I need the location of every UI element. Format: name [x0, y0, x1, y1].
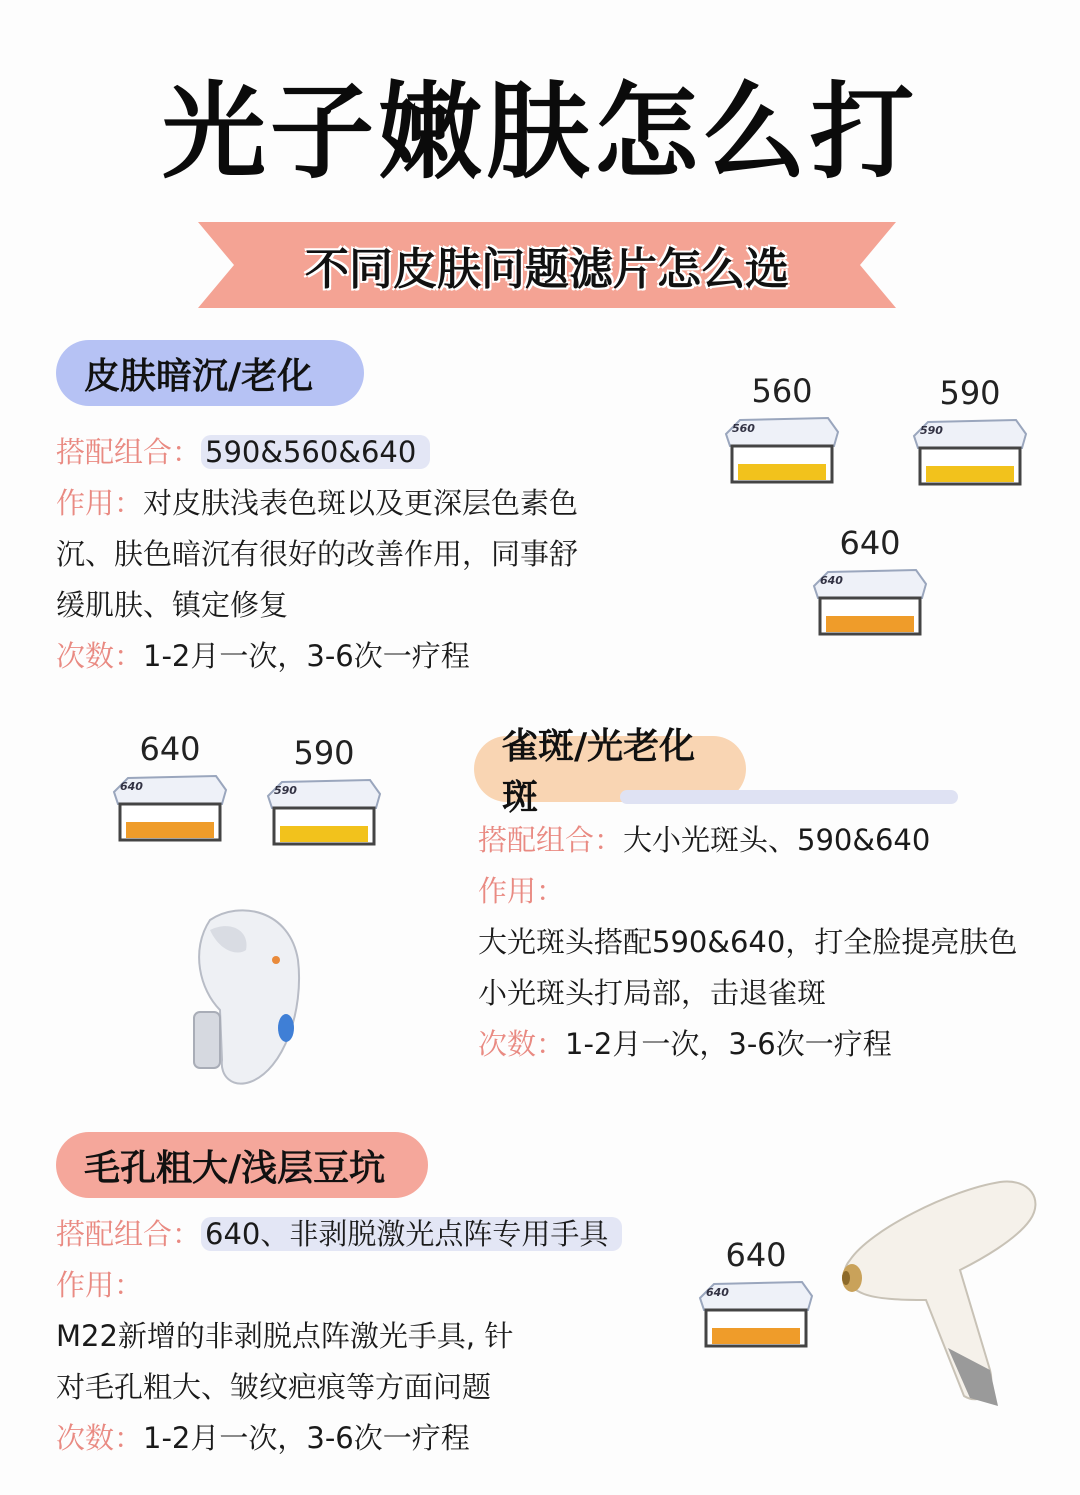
combo-line — [478, 820, 930, 860]
filter-560 — [712, 372, 852, 502]
effect-label: 作用： — [478, 874, 566, 908]
section-heading-text: 毛孔粗大/浅层豆坑 — [84, 1147, 386, 1189]
combo-label: 搭配组合： — [56, 1217, 202, 1251]
combo-value: 590&560&640 — [201, 435, 430, 469]
section-heading-dull-skin — [56, 340, 364, 406]
highlight-stroke — [620, 790, 958, 804]
filter-590 — [900, 374, 1040, 504]
frequency-line — [56, 636, 470, 676]
filter-number: 640 — [839, 524, 901, 562]
frequency-label: 次数： — [478, 1027, 566, 1061]
effect-line — [56, 1265, 143, 1305]
section-heading-text: 皮肤暗沉/老化 — [84, 355, 314, 397]
filter-640 — [800, 524, 940, 654]
filter-640 — [100, 730, 240, 860]
effect-text: 对皮肤浅表色斑以及更深层色素色 — [143, 486, 579, 520]
filter-number: 560 — [751, 372, 813, 410]
svg-text:640: 640 — [820, 574, 843, 587]
filter-icon — [110, 774, 230, 844]
effect-text: 沉、肤色暗沉有很好的改善作用，同事舒 — [56, 537, 579, 571]
filter-icon — [264, 778, 384, 848]
frequency-value: 1-2月一次，3-6次一疗程 — [143, 639, 470, 673]
filter-icon — [696, 1280, 816, 1350]
page-title: 光子嫩肤怎么打 — [161, 70, 918, 193]
filter-icon — [910, 418, 1030, 488]
combo-label: 搭配组合： — [56, 435, 202, 469]
frequency-line — [56, 1418, 470, 1458]
effect-text: 小光斑头打局部，击退雀斑 — [478, 976, 827, 1010]
effect-line — [478, 871, 565, 911]
combo-line — [56, 1214, 622, 1254]
section-heading-text: 雀斑/光老化斑 — [502, 726, 696, 818]
subtitle-ribbon — [198, 222, 896, 308]
effect-label: 作用： — [56, 1268, 144, 1302]
effect-text: 缓肌肤、镇定修复 — [56, 588, 289, 622]
fractional-laser-handpiece-image — [830, 1170, 1060, 1420]
ipl-handpiece-image — [180, 900, 310, 1090]
effect-text: 大光斑头搭配590&640，打全脸提亮肤色 — [478, 925, 1018, 959]
svg-text:590: 590 — [920, 424, 943, 437]
effect-text: 对毛孔粗大、皱纹疤痕等方面问题 — [56, 1370, 492, 1404]
svg-text:560: 560 — [732, 422, 755, 435]
effect-label: 作用： — [56, 486, 144, 520]
filter-number: 590 — [939, 374, 1001, 412]
frequency-line — [478, 1024, 892, 1064]
effect-text: M22新增的非剥脱点阵激光手具, 针 — [56, 1319, 514, 1353]
svg-text:590: 590 — [274, 784, 297, 797]
section-heading-pores — [56, 1132, 428, 1198]
combo-value: 大小光斑头、590&640 — [623, 823, 931, 857]
svg-text:640: 640 — [120, 780, 143, 793]
frequency-value: 1-2月一次，3-6次一疗程 — [565, 1027, 892, 1061]
filter-590 — [254, 734, 394, 864]
filter-number: 590 — [293, 734, 355, 772]
frequency-label: 次数： — [56, 1421, 144, 1455]
combo-line — [56, 432, 430, 472]
filter-640 — [686, 1236, 826, 1366]
frequency-label: 次数： — [56, 639, 144, 673]
combo-value: 640、非剥脱激光点阵专用手具 — [201, 1217, 622, 1251]
subtitle: 不同皮肤问题滤片怎么选 — [305, 244, 789, 295]
filter-number: 640 — [139, 730, 201, 768]
combo-label: 搭配组合： — [478, 823, 624, 857]
filter-number: 640 — [725, 1236, 787, 1274]
frequency-value: 1-2月一次，3-6次一疗程 — [143, 1421, 470, 1455]
filter-icon — [810, 568, 930, 638]
effect-line — [56, 483, 578, 523]
svg-text:640: 640 — [706, 1286, 729, 1299]
filter-icon — [722, 416, 842, 486]
